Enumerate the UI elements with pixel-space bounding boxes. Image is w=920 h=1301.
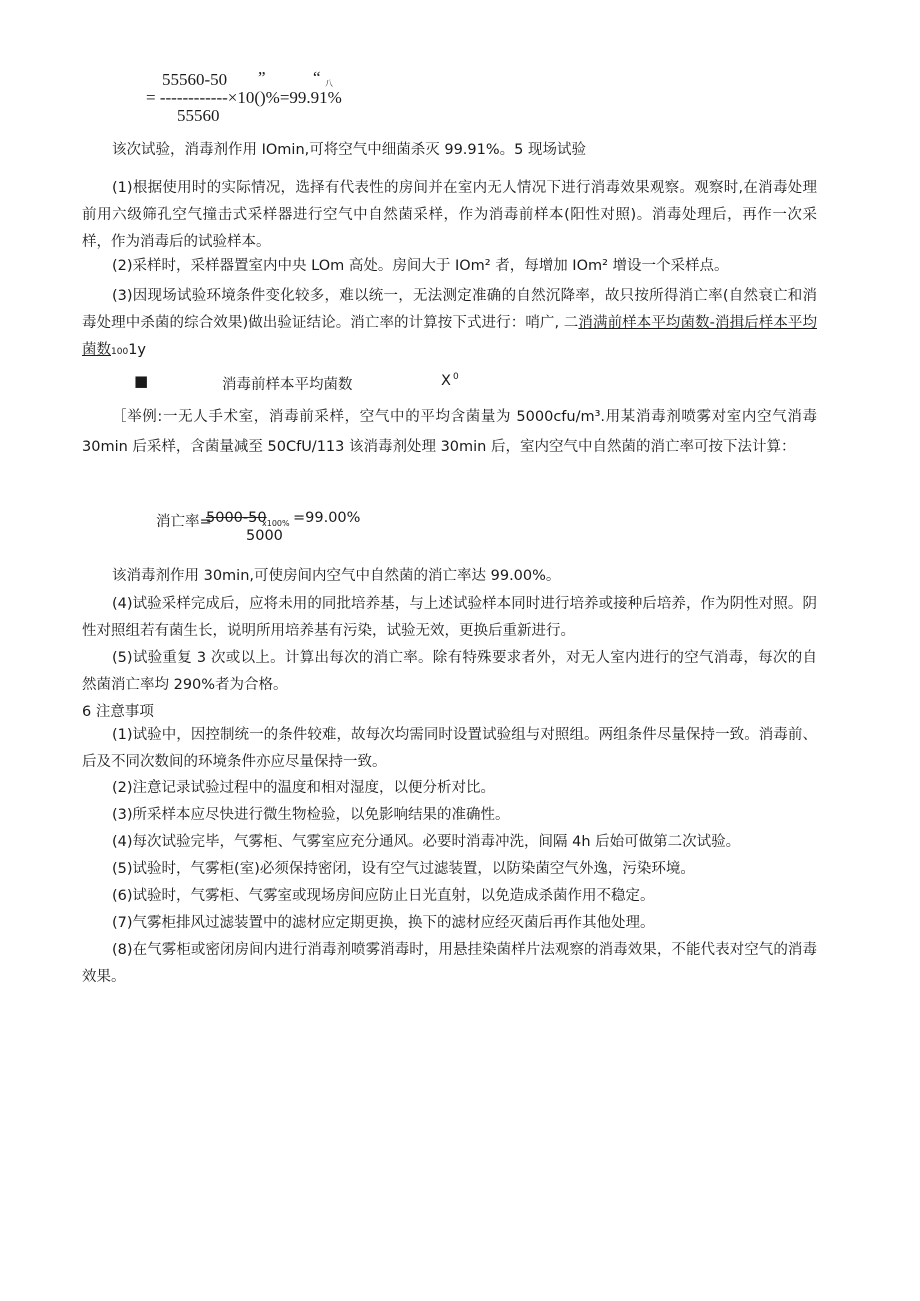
note-item: (2)注意记录试验过程中的温度和相对湿度，以便分析对比。 (112, 780, 496, 796)
note-item: (3)所采样本应尽快进行微生物检验，以免影响结果的准确性。 (112, 807, 510, 823)
paragraph-site-1: (1)根据使用时的实际情况，选择有代表性的房间并在室内无人情况下进行消毒效果观察。观察时,在消毒处理前用六级筛孔空气撞击式采样器进行空气中自然菌采样，作为消毒前样本(阳性对照)。消毒处理后，再作一次采样，作为消毒后的试验样本。 (82, 180, 817, 250)
formula-1-expression: = ------------×10()%=99.91% (146, 88, 342, 107)
paragraph-site-3 (82, 283, 817, 366)
formula-3-multiplier: x100% (262, 519, 290, 528)
formula-1-quote-left: “ (313, 68, 321, 87)
paragraph-site-3-text: (3)因现场试验环境条件变化较多，难以统一，无法测定准确的自然沉降率，故只按所得消亡率(自然衰亡和消毒处理中杀菌的综合效果)做出验证结论。消亡率的计算按下式进行：哨广, 二 (82, 288, 817, 331)
formula-3-denominator: 5000 (246, 528, 283, 544)
formula-2-label: 消毒前样本平均菌数 (222, 377, 353, 393)
formula-3-result: =99.00% (293, 510, 361, 526)
formula-1-denominator: 55560 (177, 106, 220, 125)
paragraph-example: ［举例:一无人手术室，消毒前采样，空气中的平均含菌量为 5000cfu∕m³.用某消毒剂喷雾对室内空气消毒 30min 后采样，含菌量减至 50CfU∕113 该消毒剂处理 30min 后，室内空气中自然菌的消亡率可按下法计算： (82, 409, 817, 455)
square-bullet-icon: ■ (134, 372, 149, 390)
paragraph-site-3-sub: 100 (111, 347, 129, 357)
formula-1-quote-right: ” (258, 68, 266, 87)
formula-1-mark: 八 (325, 79, 333, 88)
formula-3-label: 消亡率= (156, 514, 212, 530)
paragraph-site-3-formula-underlined: 消满前样本平均菌数-消揖后样本平均菌数 (82, 315, 817, 358)
note-item: (4)每次试验完毕，气雾柜、气雾室应充分通风。必要时消毒冲洗，间隔 4h 后始可做第二次试验。 (112, 834, 741, 850)
note-item: (1)试验中，因控制统一的条件较难，故每次均需同时设置试验组与对照组。两组条件尽量保持一致。消毒前、后及不同次数间的环境条件亦应尽量保持一致。 (82, 727, 817, 770)
section-heading-notes: 6 注意事项 (82, 704, 154, 720)
paragraph-site-4: (4)试验采样完成后，应将未用的同批培养基，与上述试验样本同时进行培养或接种后培养，作为阴性对照。阴性对照组若有菌生长，说明所用培养基有污染，试验无效，更换后重新进行。 (82, 596, 817, 639)
paragraph-site-3-tail: 1y (128, 342, 146, 358)
note-item: (7)气雾柜排风过滤装置中的滤材应定期更换，换下的滤材应经灭菌后再作其他处理。 (112, 915, 655, 931)
paragraph-result-1: 该次试验，消毒剂作用 IOmin,可将空气中细菌杀灭 99.91%。5 现场试验 (112, 142, 586, 158)
formula-2-sup: 0 (453, 372, 459, 382)
paragraph-site-5: (5)试验重复 3 次或以上。计算出每次的消亡率。除有特殊要求者外，对无人室内进行的空气消毒，每次的自然菌消亡率均 290%者为合格。 (82, 650, 817, 693)
note-item: (8)在气雾柜或密闭房间内进行消毒剂喷雾消毒时，用悬挂染菌样片法观察的消毒效果，不能代表对空气的消毒效果。 (82, 942, 817, 985)
note-item: (5)试验时，气雾柜(室)必须保持密闭，设有空气过滤装置，以防染菌空气外逸，污染环境。 (112, 861, 695, 877)
formula-2-x: X (441, 373, 451, 389)
note-item: (6)试验时，气雾柜、气雾室或现场房间应防止日光直射，以免造成杀菌作用不稳定。 (112, 888, 655, 904)
paragraph-site-2: (2)采样时，采样器置室内中央 LOm 高处。房间大于 IOm² 者，每增加 IOm² 增设一个采样点。 (112, 258, 729, 274)
formula-1-numerator: 55560-50 (162, 70, 228, 89)
paragraph-result-2: 该消毒剂作用 30min,可使房间内空气中自然菌的消亡率达 99.00%。 (112, 568, 561, 584)
formula-3-numerator: 5000-50 (206, 510, 267, 526)
